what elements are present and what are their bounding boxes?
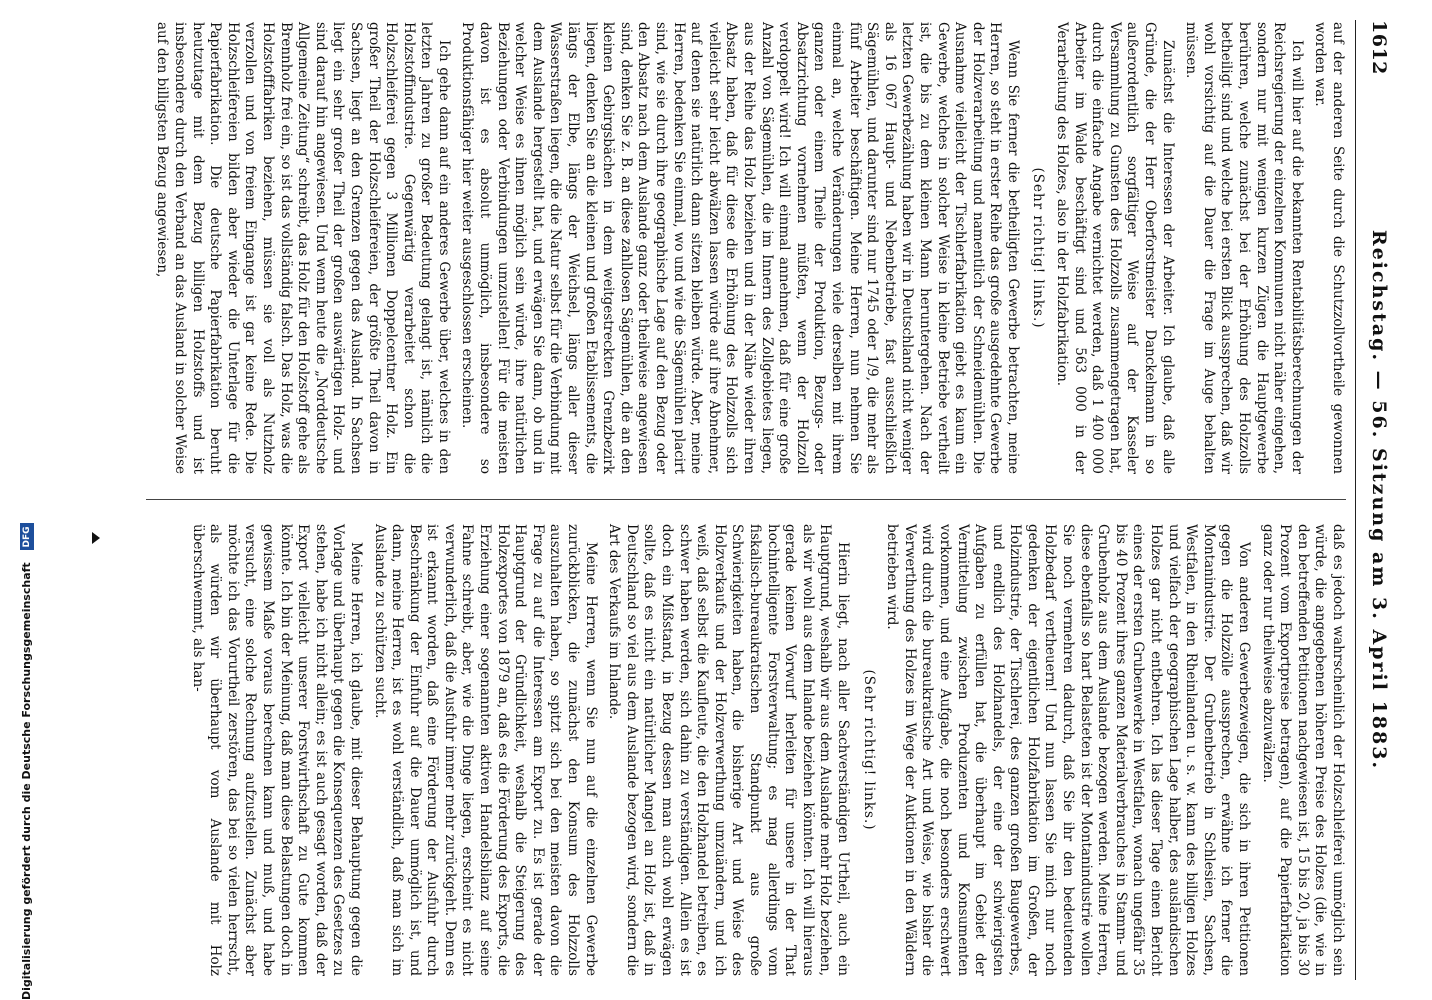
body-paragraph: Hierin liegt, nach aller Sachverständigen Urtheil, auch ein Hauptgrund, weshalb wir aus dem Auslande mehr Holz beziehen, als wir wohl aus dem Inlande beziehen könnten. Ich will hieraus gerade keinen Vorwurf herleiten für unsere in der That hochintelligente Forstverwaltung; es mag allerdings vom fiskalisch-bureaukratischen Standpunkt aus große Schwierigkeiten haben, die bisherige Art und Weise des Holzverkaufs und der Holzverwerthung umzuändern, und ich weiß, daß selbst die Kaufleute, die den Holzhandel betreiben, es schwer haben werden, sich dahin zu verständigen. Allein es ist doch ein Mißstand, in Bezug dessen man auch wohl erwägen sollte, daß es nicht ein natürlicher Mangel an Holz ist, daß in Deutschland so viel aus dem Auslande bezogen wird, sondern die Art des Verkaufs im Inlande. bbox=[606, 524, 851, 976]
gutter-arrow-icon bbox=[92, 532, 100, 544]
body-paragraph: Meine Herren, ich glaube, mit dieser Behauptung gegen die Vorlage und überhaupt gegen die Konsequenzen des Gesetzes zu stehen, habe ich nicht allein; es ist auch gesagt worden, daß der Export vielleicht unserer Forstwirthschaft zu Gute kommen könnte. Ich bin der Meinung, daß man diese Belastungen doch in gewissem Maße voraus berechnen kann und muß, und habe versucht, eine solche Rechnung aufzustellen. Zunächst aber möchte ich das Vorurtheil zerstören, das bei so vielen herrscht, als würden wir überhaupt vom Auslande mit Holz überschwemmt, als han- bbox=[189, 524, 364, 976]
watermark-text bbox=[18, 10, 36, 1000]
column-divider bbox=[146, 499, 1346, 500]
watermark-label: Digitalisierung gefördert durch die Deutsche Forschungsgemeinschaft bbox=[20, 562, 33, 1000]
running-title: Reichstag. — 56. Sitzung am 3. April 1883. bbox=[1368, 229, 1390, 771]
body-paragraph: Zunächst die Interessen der Arbeiter. Ich glaube, daß alle Gründe, die der Herr Oberforstmeister Danckelmann in so außerordentlich sorgfältiger Weise auf der Kasseler Versammlung zu Gunsten des Holzzolls zusammengetragen hat, durch die einfache Angabe vernichtet werden, daß 1 400 000 Arbeiter im Walde beschäftigt sind und 563 000 in der Verarbeitung des Holzes, also in der Holzfabrikation. bbox=[1054, 22, 1176, 474]
body-paragraph: auf der anderen Seite durch die Schutzzollvortheile gewonnen worden war. bbox=[1312, 22, 1346, 474]
body-paragraph: Meine Herren, wenn Sie nun auf die einzelnen Gewerbe zurückblicken, die zunächst den Konsum des Holzzolls auszuhalten haben, so spitzt sich bei den meisten davon die Frage zu auf die Interessen am Export zu. Es ist gerade der Hauptgrund der Gründlichkeit, weshalb die Steigerung des Holzexportes von 1879 an, daß es die Förderung des Exports, die Erziehung einer sogenannten aktiven Handelsbilanz auf seine Fahne schreibt, aber, wie die Dinge liegen, erscheint es nicht verwunderlich, daß die Ausfuhr immer mehr zurückgeht. Denn es ist erkannt worden, daß eine Förderung der Ausfuhr durch Beschränkung der Einfuhr auf die Dauer unmöglich ist, und dann, meine Herren, ist es wohl verständlich, daß man sich im Auslande zu schützen sucht. bbox=[371, 524, 599, 976]
interjection: (Sehr richtig! links.) bbox=[860, 669, 877, 831]
body-paragraph: Wenn Sie ferner die betheiligten Gewerbe betrachten, meine Herren, so steht in erster Reihe das große ausgedehnte Gewerbe der Holzverarbeitung und namentlich der Schneidemühlen. Die Ausnahme vielleicht der Tischlerfabrikation giebt es kaum ein Gewerbe, welches in solcher Weise in kleine Betriebe vertheilt ist, die bis zu dem kleinen Mann heruntergehen. Nach der letzten Gewerbezählung haben wir in Deutschland nicht weniger als 16 067 Haupt- und Nebenbetriebe, fast ausschließlich Sägemühlen, und darunter sind nur 1745 oder 1/9, die mehr als fünf Arbeiter beschäftigen. Meine Herren, nun nehmen Sie einmal an, welche Veränderungen viele derselben mit ihrem ganzen oder einem Theile der Produktion, Bezugs- oder Absatzrichtung vornehmen müßten, wenn der Holzzoll verdoppelt wird! Ich will einmal annehmen, daß für eine große Anzahl von Sägemühlen, die im Innern des Zollgebietes liegen, aus der Reihe das Holz beziehen und in der Nähe wieder ihren Absatz haben, daß für diese die Erhöhung des Holzzolls sich vielleicht sehr leicht abwälzen lassen würde auf ihre Abnehmer, auf denen sie natürlich dann sitzen bleiben würde. Aber, meine Herren, bedenken Sie einmal, wo und wie die Sägemühlen placirt sind, wie sie durch ihre geographische Lage auf den Bezug oder den Absatz nach dem Auslande ganz oder theilweise angewiesen sind, denken Sie z. B. an diese zahllosen Sägemühlen, die an den kleinen Gebirgsbächen in dem weitgestreckten Grenzbezirk liegen, denken Sie an die kleinen und großen Etablissements, die längs der Elbe, längs der Weichsel, längs aller dieser Wasserstraßen liegen, die die Natur selbst für die Verbindung mit dem Auslande hergestellt hat, und erwägen Sie dann, ob und in welcher Weise es ihnen möglich sein würde, ihre natürlichen Beziehungen oder Verbindungen umzustellen! Für die meisten davon ist es absolut unmöglich, insbesondere so Produktionsfähiger hier weiter ausgeschlossen erscheinen. bbox=[459, 22, 1021, 474]
dfg-logo-icon: DFG bbox=[20, 523, 34, 550]
page-number: 1612 bbox=[1368, 20, 1390, 75]
body-paragraph: Von anderen Gewerbezweigen, die sich in ihren Petitionen gegen die Holzzölle aussprechen, erwähne ich ferner die Montanindustrie. Der Grubenbetrieb in Schlesien, Sachsen, Westfalen, in den Rheinlanden u. s. w. kann des billigen Holzes und vielfach der geographischen Lage halber, des ausländischen Holzes gar nicht entbehren. Ich las dieser Tage einen Bericht eines der ersten Grubenwerke in Westfalen, wonach ungefähr 35 bis 40 Prozent ihres ganzen Materialverbrauches in Stamm- und Grubenholz aus dem Auslande bezogen werden. Meine Herren, diese ebenfalls so hart Belasteten ist der Montanindustrie wollen Sie noch vermehren dadurch, daß Sie ihr den bedeutenden Holzbedarf vertheuern! Und nun lassen Sie mich nur noch gedenken der eigentlichen Holzfabrikation im Großen, der Holzindustrie, der Tischlerei, des ganzen großen Baugewerbes, und endlich des Holzhandels, der eine der schwierigsten Aufgaben zu erfüllen hat, die überhaupt im Gebiet der Vermittelung zwischen Produzenten und Konsumenten vorkommen, und eine Aufgabe, die noch besonders erschwert wird durch die bureaukratische Art und Weise, wie bisher die Verwerthung des Holzes im Wege der Auktionen in den Wäldern betrieben wird. bbox=[884, 524, 1253, 976]
document-page bbox=[70, 0, 1430, 1000]
body-paragraph: daß es jedoch wahrscheinlich der Holzschleiferei unmöglich sein würde, die angegebenen höheren Preise des Holzes (die, wie in den betreffenden Petitionen nachgewiesen ist, 15 bis 20, ja bis 30 Prozent vom Exportpreise betragen), auf die Papierfabrikation ganz oder nur theilweise abzuwälzen. bbox=[1259, 524, 1346, 976]
page-header bbox=[1358, 20, 1392, 980]
body-paragraph: Ich will hier auf die bekannten Rentabilitätsberechnungen der Reichsregierung der einzelnen Kommunen nicht näher eingehen, sondern nur mit wenigen kurzen Zügen die Hauptgewerbe berühren, welche zunächst bei der Erhöhung des Holzzolls betheiligt sind und welche bei ersten Blick aussprechen, daß wir wohl vorsichtig auf die Dauer die Frage im Auge behalten müssen. bbox=[1183, 22, 1305, 474]
body-paragraph: Ich gehe dann auf ein anderes Gewerbe über, welches in den letzten Jahren zu großer Bedeutung gelangt ist, nämlich die Holzstoffindustrie. Gegenwärtig verarbeitet schon die Holzschleiferei gegen 3 Millionen Doppelcentner Holz. Ein großer Theil der Holzschleifereien, der größte Theil davon in Sachsen, liegt an den Grenzen gegen das Ausland. In Sachsen liegt ein sehr großer Theil der großen auswärtigen Holz- und sind darauf hin angewiesen. Und wenn heute die „Norddeutsche Allgemeine Zeitung“ schreibt, das Holz für den Holzstoff gehe als Brennholz frei ein, so ist das vollständig falsch. Das Holz, was die Holzstofffabriken beziehen, müssen sie voll als Nutzholz verzollen und von freiem Eingange ist gar keine Rede. Die Holzschleifereien bilden aber wieder die Unterlage für die Papierfabrikation. Die deutsche Papierfabrikation beruht heutzutage mit dem Bezug billigen Holzstoffs und ist insbesondere durch den Verband an das Ausland in solcher Weise auf den billigsten Bezug angewiesen, bbox=[154, 22, 452, 474]
right-column bbox=[182, 524, 1346, 976]
interjection: (Sehr richtig! links.) bbox=[1030, 167, 1047, 329]
left-column bbox=[147, 22, 1346, 474]
watermark-strip bbox=[0, 0, 33, 1000]
header-rule bbox=[1355, 20, 1356, 980]
